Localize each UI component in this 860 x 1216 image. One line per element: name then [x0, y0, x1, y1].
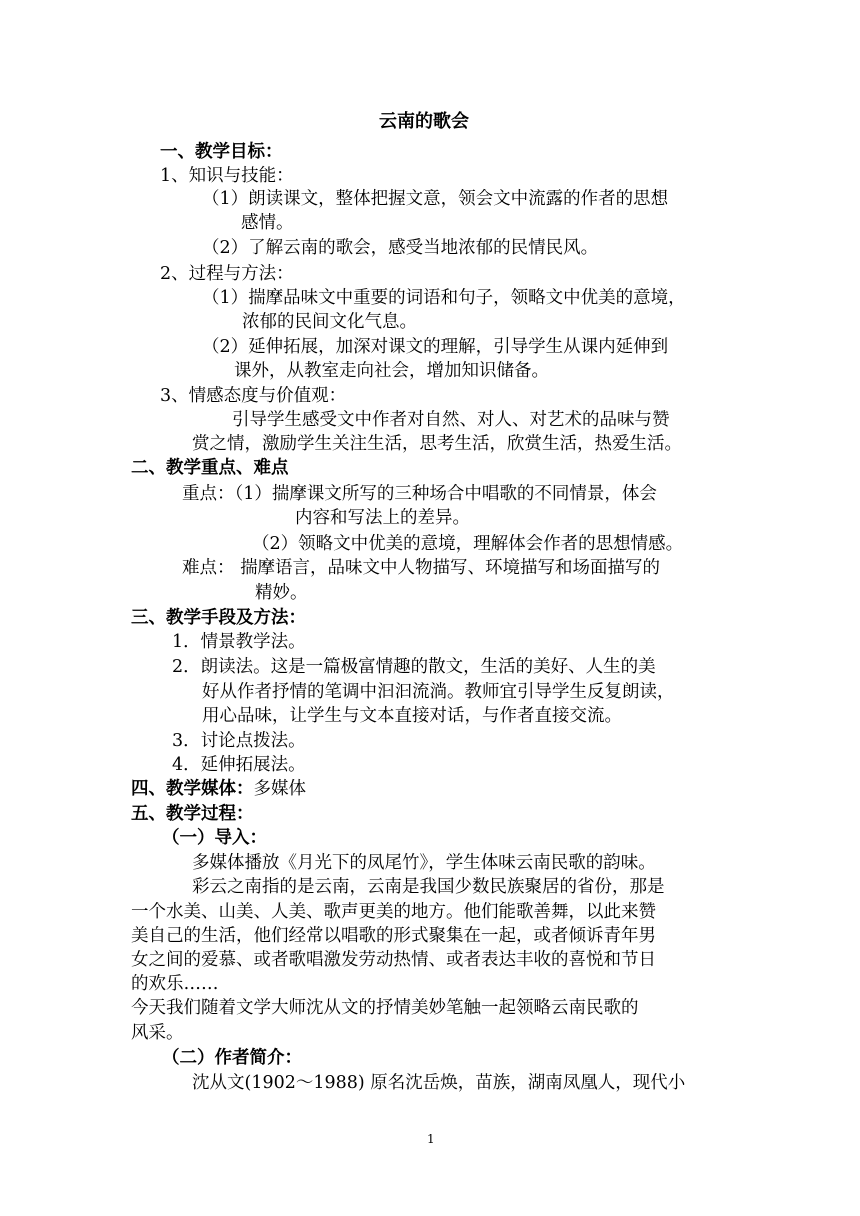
- subheading-process-methods: 2、过程与方法：: [160, 264, 294, 284]
- subsection-heading-author: （二）作者简介：: [162, 1048, 302, 1068]
- objective-line: 赏之情，激励学生关注生活，思考生活，欣赏生活，热爱生活。: [192, 434, 682, 454]
- section-heading-media: 四、教学媒体：: [131, 779, 254, 799]
- section-heading-objectives: 一、教学目标：: [160, 142, 283, 162]
- method-item: 3．讨论点拨法。: [172, 731, 306, 751]
- paragraph-line: 一个水美、山美、人美、歌声更美的地方。他们能歌善舞，以此来赞: [131, 902, 656, 922]
- page-number: 1: [427, 1132, 435, 1146]
- subheading-knowledge-skills: 1、知识与技能：: [160, 166, 294, 186]
- objective-line: 引导学生感受文中作者对自然、对人、对艺术的品味与赞: [232, 410, 670, 430]
- objective-line: 感情。: [241, 213, 294, 233]
- paragraph-line: 的欢乐……: [131, 974, 219, 994]
- objective-line: 浓郁的民间文化气息。: [242, 312, 417, 332]
- key-point-line: 重点：（1）揣摩课文所写的三种场合中唱歌的不同情景，体会: [182, 484, 657, 504]
- paragraph-line: 风采。: [131, 1023, 184, 1043]
- document-title: 云南的歌会: [379, 111, 469, 132]
- method-item: 2．朗读法。这是一篇极富情趣的散文，生活的美好、人生的美: [172, 657, 656, 677]
- section-heading-methods: 三、教学手段及方法：: [131, 608, 306, 628]
- paragraph-line: 多媒体播放《月光下的凤尾竹》，学生体味云南民歌的韵味。: [192, 853, 656, 873]
- media-value: 多媒体: [253, 779, 306, 799]
- objective-line: （2）延伸拓展，加深对课文的理解，引导学生从课内延伸到: [202, 337, 669, 357]
- subheading-attitude-values: 3、情感态度与价值观：: [160, 386, 347, 406]
- objective-line: （1）揣摩品味文中重要的词语和句子，领略文中优美的意境，: [202, 288, 686, 308]
- difficulty-line: 精妙。: [255, 583, 308, 603]
- objective-line: （2）了解云南的歌会，感受当地浓郁的民情民风。: [202, 238, 599, 258]
- objective-line: （1）朗读课文，整体把握文意，领会文中流露的作者的思想: [202, 189, 669, 209]
- method-item-continued: 好从作者抒情的笔调中汩汩流淌。教师宜引导学生反复朗读，: [202, 682, 675, 702]
- subsection-heading-intro: （一）导入：: [162, 828, 267, 848]
- media-line: [131, 777, 306, 801]
- method-item: 1．情景教学法。: [172, 632, 306, 652]
- paragraph-line: 今天我们随着文学大师沈从文的抒情美妙笔触一起领略云南民歌的: [131, 998, 639, 1018]
- paragraph-line: 女之间的爱慕、或者歌唱激发劳动热情、或者表达丰收的喜悦和节日: [131, 950, 656, 970]
- section-heading-process: 五、教学过程：: [131, 804, 254, 824]
- key-point-line: 内容和写法上的差异。: [295, 508, 470, 528]
- key-point-line: （2）领略文中优美的意境，理解体会作者的思想情感。: [252, 534, 684, 554]
- paragraph-line: 彩云之南指的是云南，云南是我国少数民族聚居的省份，那是: [192, 877, 665, 897]
- difficulty-line: 难点： 揣摩语言，品味文中人物描写、环境描写和场面描写的: [182, 558, 661, 578]
- method-item: 4．延伸拓展法。: [172, 755, 306, 775]
- paragraph-line: 沈从文(1902～1988) 原名沈岳焕，苗族，湖南凤凰人，现代小: [192, 1073, 686, 1093]
- objective-line: 课外，从教室走向社会，增加知识储备。: [234, 361, 549, 381]
- method-item-continued: 用心品味，让学生与文本直接对话，与作者直接交流。: [202, 706, 622, 726]
- paragraph-line: 美自己的生活，他们经常以唱歌的形式聚集在一起，或者倾诉青年男: [131, 926, 656, 946]
- section-heading-key-points: 二、教学重点、难点: [131, 458, 289, 478]
